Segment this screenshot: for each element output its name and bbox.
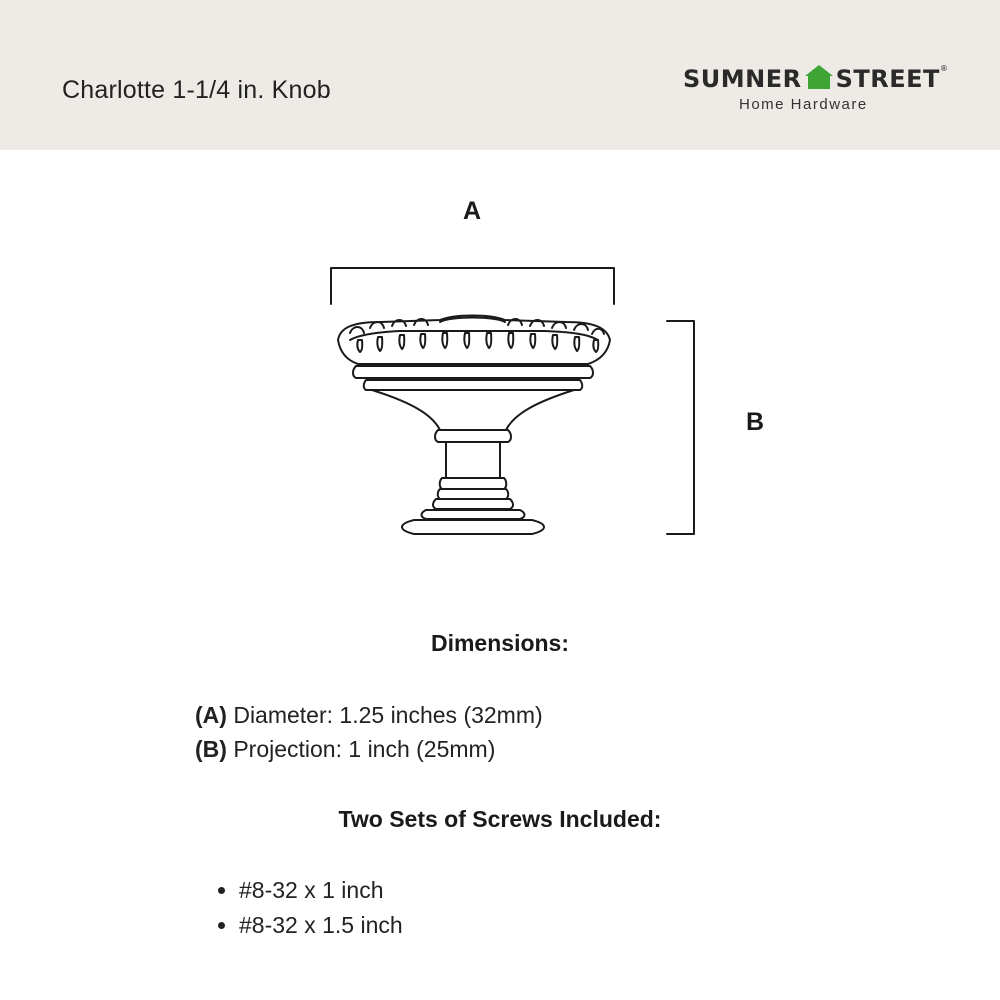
dimension-b-spec — [195, 736, 495, 763]
screw-item — [218, 912, 403, 939]
screws-heading: Two Sets of Screws Included: — [338, 806, 662, 832]
dimension-a-spec — [195, 702, 543, 729]
brand-name-left: SUMNER — [683, 65, 802, 93]
dimension-a-key: (A) — [195, 702, 227, 728]
bullet-icon — [218, 922, 225, 929]
dimension-b-text: Projection: 1 inch (25mm) — [226, 736, 496, 762]
screw-item-text: #8-32 x 1.5 inch — [239, 912, 403, 938]
dimensions-heading: Dimensions: — [430, 630, 570, 656]
knob-cap — [338, 316, 610, 365]
knob-neck — [372, 390, 574, 499]
screw-item — [218, 877, 383, 904]
dimension-b-key: (B) — [195, 736, 227, 762]
brand-tagline: Home Hardware — [739, 96, 868, 113]
brand-name-right: STREET — [835, 65, 940, 93]
screw-item-text: #8-32 x 1 inch — [239, 877, 384, 903]
knob-base — [402, 499, 544, 534]
knob-rings — [353, 366, 593, 390]
bullet-icon — [218, 887, 225, 894]
dimension-b-bracket — [667, 321, 694, 534]
dimension-a-text: Diameter: 1.25 inches (32mm) — [226, 702, 543, 728]
dimension-a-bracket — [331, 268, 614, 304]
dimension-a-label: A — [463, 197, 482, 225]
product-title: Charlotte 1-1/4 in. Knob — [62, 76, 331, 104]
registered-mark: ® — [939, 64, 949, 73]
dimension-b-label: B — [746, 408, 765, 436]
